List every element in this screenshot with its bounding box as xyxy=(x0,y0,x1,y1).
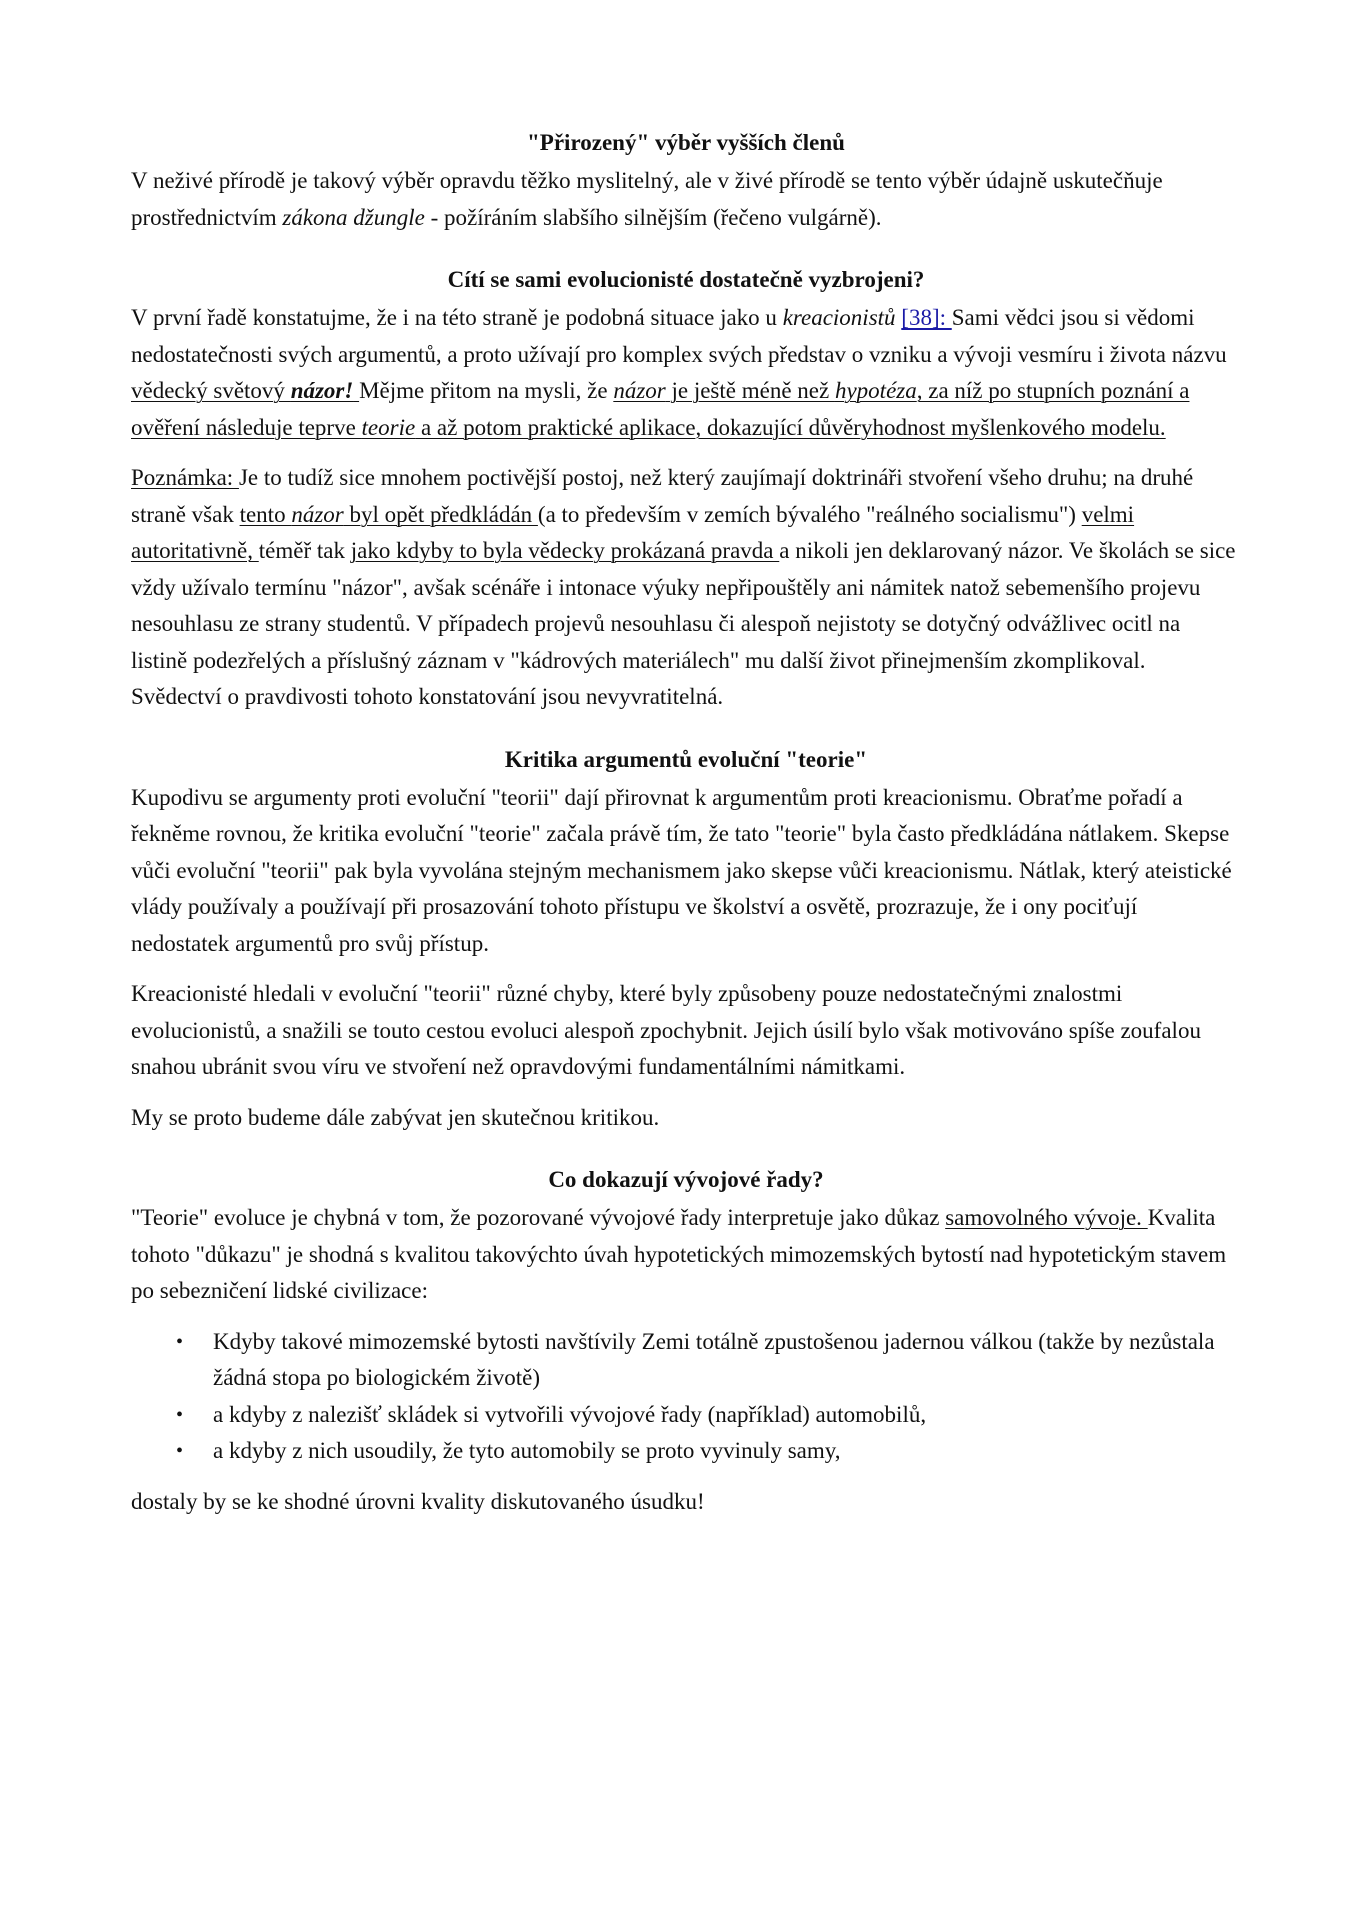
text-run: V první řadě konstatujme, že i na této straně je podobná situace jako u xyxy=(131,305,783,330)
paragraph-critique-2: Kreacionisté hledali v evoluční "teorii" různé chyby, které byly způsobeny pouze nedostatečnými znalostmi evolucionistů, a snažili se touto cestou evoluci alespoň zpochybnit. Jejich úsilí bylo však motivováno spíše zoufalou snahou ubránit svou víru ve stvoření než opravdovými fundamentálními námitkami. xyxy=(131,981,1201,1079)
list-item-text: a kdyby z nalezišť skládek si vytvořili vývojové řady (například) automobilů, xyxy=(213,1401,927,1427)
text-run: téměř tak xyxy=(258,538,351,563)
bold-italic-term: názor! xyxy=(290,378,354,403)
underlined-text: a až potom praktické aplikace, dokazující důvěryhodnost myšlenkového modelu. xyxy=(415,414,1166,440)
list-item-text: Kdyby takové mimozemské bytosti navštívily Zemi totálně zpustošenou jadernou válkou (takže by nezůstala žádná stopa po biologickém životě) xyxy=(213,1328,1215,1390)
section-heading-critique: Kritika argumentů evoluční "teorie" xyxy=(504,746,868,772)
underlined-text: samovolného vývoje. xyxy=(945,1205,1148,1230)
bullet-list xyxy=(131,1324,1241,1470)
text-run: (a to především v zemích bývalého "reálného socialismu") xyxy=(537,501,1082,527)
paragraph-note xyxy=(131,460,1241,716)
note-label: Poznámka: xyxy=(131,465,239,490)
text-run: Sami vědci jsou si vědomi nedostatečnosti svých argumentů, a proto užívají pro komplex svých představ o vzniku a vývoji vesmíru i života názvu xyxy=(131,305,1227,367)
underlined-italic-term: hypotéza xyxy=(834,378,917,403)
underlined-text: , za níž po stupních poznání a ověření následuje teprve xyxy=(131,378,1190,440)
underlined-text: jako kdyby to byla vědecky prokázaná pravda xyxy=(350,538,780,563)
text-run: Je to tudíž sice mnohem poctivější postoj, než který zaujímají doktrináři stvoření všeho druhu; na druhé straně však xyxy=(131,465,1194,527)
paragraph-evolutionists-view xyxy=(131,300,1241,446)
paragraph-natural-selection xyxy=(131,163,1241,236)
underlined-text: byl opět předkládán xyxy=(343,501,538,527)
section-heading-evolution-series: Co dokazují vývojové řady? xyxy=(548,1167,824,1192)
paragraph-evolution-series xyxy=(131,1200,1241,1310)
reference-link-38[interactable]: [38]: xyxy=(901,305,952,330)
bullet-icon: • xyxy=(176,1403,184,1426)
text-run: V neživé přírodě je takový výběr opravdu těžko myslitelný, ale v živé přírodě se tento výběr údajně uskutečňuje prostřednictvím xyxy=(131,168,1163,230)
paragraph-critique-1: Kupodivu se argumenty proti evoluční "teorii" dají přirovnat k argumentům proti kreacionismu. Obraťme pořadí a řekněme rovnou, že kritika evoluční "teorie" začala právě tím, že tato "teorie" byla často předkládána nátlakem. Skepse vůči evoluční "teorii" pak byla vyvolána stejným mechanismem jako skepse vůči kreacionismu. Nátlak, který ateistické vlády používaly a používají při prosazování tohoto přístupu ve školství a osvětě, prozrazuje, že i ony pociťují nedostatek argumentů pro svůj přístup. xyxy=(131,784,1232,956)
document-page xyxy=(131,125,1241,1520)
underlined-italic-term: názor xyxy=(613,378,666,403)
text-run: "Teorie" evoluce je chybná v tom, že pozorované vývojové řady interpretuje jako důkaz xyxy=(131,1205,946,1230)
underlined-text: vědecký světový xyxy=(131,378,291,403)
list-item xyxy=(176,1397,1241,1434)
bullet-icon: • xyxy=(176,1330,184,1353)
italic-term: kreacionistů xyxy=(782,305,896,330)
text-run: Mějme přitom na mysli, že xyxy=(359,378,614,403)
section-heading-natural-selection: "Přirozený" výběr vyšších členů xyxy=(527,130,845,155)
text-run: Kvalita tohoto "důkazu" je shodná s kvalitou takovýchto úvah hypotetických mimozemských bytostí nad hypotetickým stavem po sebezničení lidské civilizace: xyxy=(131,1205,1227,1303)
underlined-text: tento xyxy=(239,501,292,527)
list-item xyxy=(176,1433,1241,1470)
underlined-italic-term: teorie xyxy=(361,414,416,440)
section-heading-evolutionists: Cítí se sami evolucionisté dostatečně vyzbrojeni? xyxy=(447,267,925,292)
italic-term: zákona džungle xyxy=(282,204,425,230)
text-run: - požíráním slabšího silnějším (řečeno vulgárně). xyxy=(424,204,882,230)
paragraph-critique-3: My se proto budeme dále zabývat jen skutečnou kritikou. xyxy=(131,1104,660,1130)
list-item xyxy=(176,1324,1241,1397)
text-run: a nikoli jen deklarovaný názor. Ve školách se sice vždy užívalo termínu "názor", avšak scénáře i intonace výuky nepřipouštěly ani námitek natož sebemenšího projevu nesouhlasu ze strany studentů. V případech projevů nesouhlasu či alespoň nejistoty se dotyčný odvážlivec ocitl na listině podezřelých a příslušný záznam v "kádrových materiálech" mu další život přinejmenším zkomplikoval. Svědectví o pravdivosti tohoto konstatování jsou nevyvratitelná. xyxy=(131,538,1236,709)
bullet-icon: • xyxy=(176,1440,184,1462)
list-item-text: a kdyby z nich usoudily, že tyto automobily se proto vyvinuly samy, xyxy=(213,1438,841,1463)
underlined-text: je ještě méně než xyxy=(665,378,835,403)
paragraph-closing: dostaly by se ke shodné úrovni kvality diskutovaného úsudku! xyxy=(131,1488,705,1514)
underlined-text: velmi autoritativně, xyxy=(131,501,1135,563)
underlined-italic-term: názor xyxy=(291,501,344,527)
